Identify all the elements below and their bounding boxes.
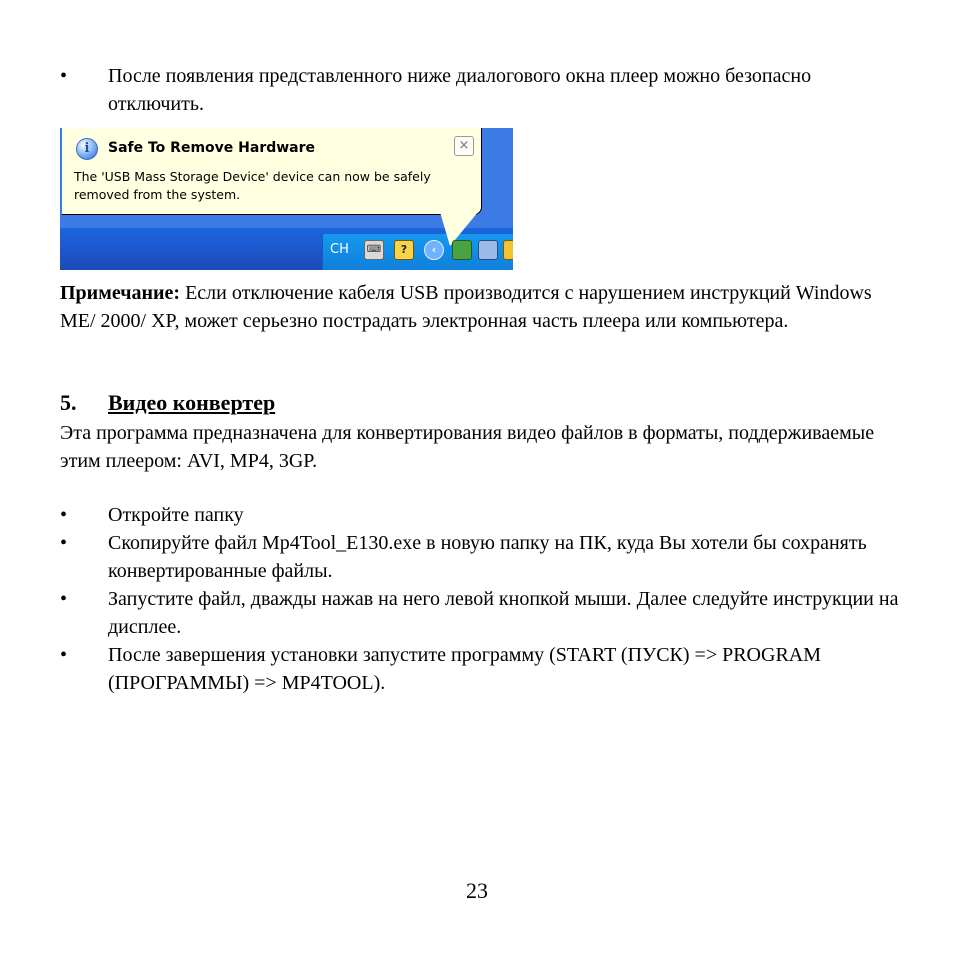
info-icon: i xyxy=(76,138,98,160)
note-label: Примечание: xyxy=(60,282,181,304)
step-text: Скопируйте файл Mp4Tool_E130.exe в новую папку на ПК, куда Вы хотели бы сохранять конвертированные файлы. xyxy=(108,532,867,582)
list-item xyxy=(60,641,900,697)
intro-bullet-text: После появления представленного ниже диалогового окна плеер можно безопасно отключить. xyxy=(108,65,812,115)
arrow-icon[interactable]: ‹ xyxy=(424,240,444,260)
note-text: Если отключение кабеля USB производится с нарушением инструкций Windows ME/ 2000/ XP, может серьезно пострадать электронная часть плеера или компьютера. xyxy=(60,282,872,332)
bullet-marker: • xyxy=(60,504,68,526)
bullet-marker: • xyxy=(60,65,68,87)
notification-balloon xyxy=(62,128,482,215)
intro-bullet xyxy=(60,62,900,118)
bullet-marker: • xyxy=(60,588,68,610)
notification-message: The 'USB Mass Storage Device' device can now be safely removed from the system. xyxy=(74,169,431,202)
bullet-marker: • xyxy=(60,644,68,666)
help-icon[interactable]: ? xyxy=(394,240,414,260)
keyboard-icon[interactable]: ⌨ xyxy=(364,240,384,260)
language-indicator[interactable]: CH xyxy=(330,242,349,257)
network-icon[interactable] xyxy=(478,240,498,260)
notification-title: Safe To Remove Hardware xyxy=(108,140,316,156)
step-text: Запустите файл, дважды нажав на него левой кнопкой мыши. Далее следуйте инструкции на дисплее. xyxy=(108,588,899,638)
step-text: Откройте папку xyxy=(108,504,244,526)
note-paragraph xyxy=(60,279,900,335)
section-number: 5. xyxy=(60,390,77,415)
bullet-marker: • xyxy=(60,532,68,554)
section-title: Видео конвертер xyxy=(108,390,276,415)
section-intro: Эта программа предназначена для конвертирования видео файлов в форматы, поддерживаемые этим плеером: AVI, MP4, 3GP. xyxy=(60,422,875,472)
safe-remove-screenshot xyxy=(60,128,513,270)
tray-extra-icon[interactable] xyxy=(503,240,513,260)
step-text: После завершения установки запустите программу (START (ПУСК) => PROGRAM (ПРОГРАММЫ) => MP4TOOL). xyxy=(108,644,822,694)
page-number: 23 xyxy=(466,878,488,903)
list-item xyxy=(60,529,900,585)
close-icon[interactable]: × xyxy=(454,136,474,156)
list-item xyxy=(60,585,900,641)
list-item xyxy=(60,501,900,529)
usb-icon[interactable] xyxy=(452,240,472,260)
